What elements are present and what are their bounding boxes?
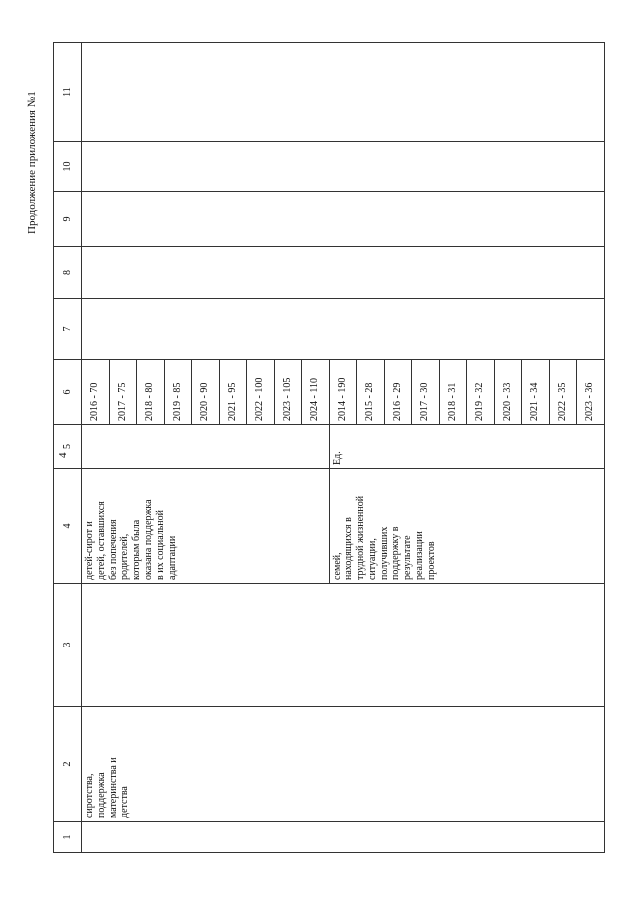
text-line: ситуации, [366,538,378,580]
text-line: адаптации [166,535,178,580]
text-line: получивших [378,526,390,580]
text-line: результате [402,535,414,580]
year-value: 2023 - 36 [584,382,595,421]
text-line: родителей, [119,533,131,580]
text-line: без попечения [107,519,119,580]
column-number-row [54,43,82,853]
year-value: 2017 - 30 [412,360,440,424]
year-value: 2021 - 95 [220,360,248,424]
year-value: 2022 - 35 [550,360,578,424]
column-number: 1 [54,822,82,853]
unit-text: Ед. [331,451,343,465]
column-number: 6 [54,360,82,425]
year-value: 2014 - 190 [330,360,358,424]
year-value: 2019 - 32 [467,360,495,424]
appendix-caption: Продолжение приложения №1 [26,91,38,234]
text-line: поддержку в [390,526,402,580]
text-line: в их социальной [154,510,166,580]
table-row [82,43,330,853]
text-line: реализации [414,531,426,580]
column-number: 5 [54,425,82,469]
text-line: детей, оставшихся [95,501,107,580]
year-value: 2019 - 85 [165,360,193,424]
column-number: 4 [54,469,82,584]
year-value: 2020 - 90 [192,360,220,424]
text-line: материнства и [107,757,119,818]
year-value: 2016 - 29 [385,360,413,424]
document-sheet [53,43,595,853]
column-number: 7 [54,299,82,360]
col9-cell [82,192,605,247]
indicator-cell [329,469,604,584]
year-value: 2024 - 110 [309,378,320,421]
program-name-cell [82,707,605,822]
year-value: 2022 - 100 [247,360,275,424]
year-value: 2016 - 70 [82,360,110,424]
year-value: 2023 - 105 [275,360,303,424]
unit-cell [329,425,604,469]
text-line: проектов [425,541,437,580]
text-line: сиротства, [84,773,95,818]
indicator-cell [82,469,330,584]
year-value: 2018 - 31 [440,360,468,424]
year-value: 2021 - 34 [522,360,550,424]
column-number: 11 [54,43,82,142]
text-line: поддержка [95,772,107,818]
column-number: 10 [54,142,82,192]
col8-cell [82,247,605,299]
col10-cell [82,142,605,192]
col3-cell [82,584,605,707]
text-line: оказана поддержка [142,499,154,580]
unit-cell [82,425,330,469]
unit-text [82,425,86,468]
text-line: семей, [331,552,343,580]
column-number: 8 [54,247,82,299]
year-value: 2015 - 28 [357,360,385,424]
target-values-cell [329,360,604,425]
column-number: 9 [54,192,82,247]
text-line: детства [119,786,131,818]
text-line: трудной жизненной [355,495,367,580]
year-value: 2020 - 33 [495,360,523,424]
appendix-table [53,42,605,853]
col7-cell [82,299,605,360]
column-number: 3 [54,584,82,707]
year-value: 2018 - 80 [137,360,165,424]
year-value: 2017 - 75 [110,360,138,424]
column-number: 2 [54,707,82,822]
target-values-cell [82,360,330,425]
col11-cell [82,43,605,142]
text-line: находящихся в [343,517,355,580]
text-line: которым была [131,519,143,580]
page-number: 4 [57,452,69,458]
col1-cell [82,822,605,853]
text-line: детей-сирот и [84,521,95,580]
rotated-table-wrapper [53,43,595,853]
